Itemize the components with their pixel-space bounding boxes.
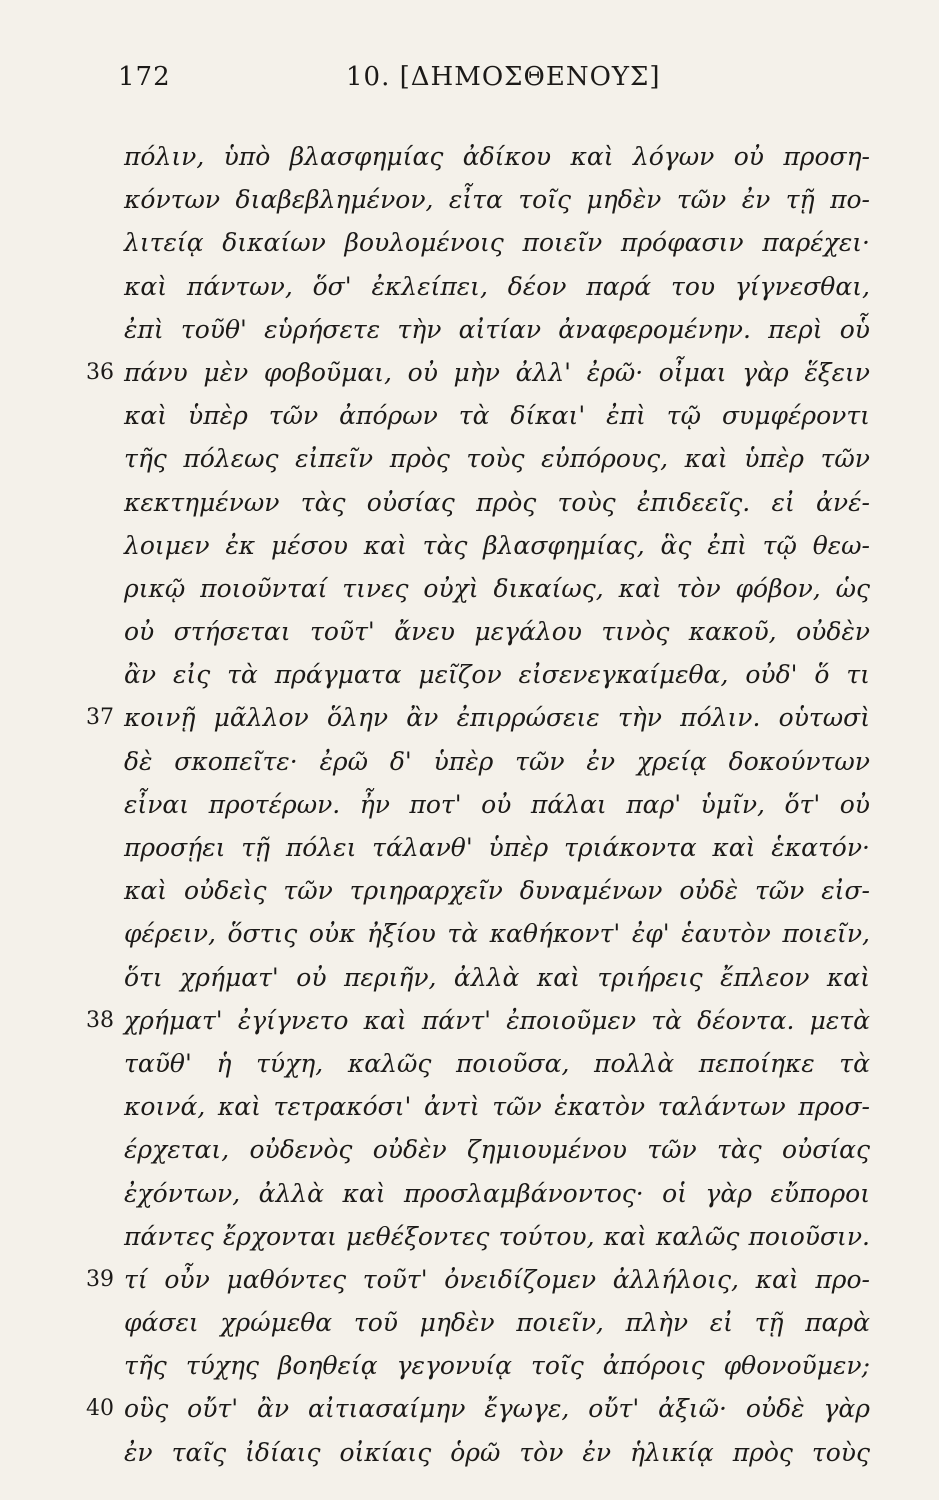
text-line	[0, 178, 939, 221]
text-line	[0, 1344, 939, 1387]
line-text: τῆς τύχης βοηθείᾳ γεγονυίᾳ τοῖς ἀπόροις φθονοῦμεν;	[124, 1351, 870, 1381]
text-line	[0, 1431, 939, 1474]
line-text: πάνυ μὲν φοβοῦμαι, οὐ μὴν ἀλλ' ἐρῶ· οἶμαι γὰρ ἕξειν	[124, 357, 870, 387]
line-text: καὶ οὐδεὶς τῶν τριηραρχεῖν δυναμένων οὐδὲ τῶν εἰσ-	[124, 876, 870, 906]
line-text: κοινῇ μᾶλλον ὅλην ἂν ἐπιρρώσειε τὴν πόλιν. οὑτωσὶ	[124, 703, 870, 733]
line-text: δὲ σκοπεῖτε· ἐρῶ δ' ὑπὲρ τῶν ἐν χρείᾳ δοκούντων	[124, 746, 870, 776]
text-line	[0, 437, 939, 480]
line-text: κοινά, καὶ τετρακόσι' ἀντὶ τῶν ἑκατὸν ταλάντων προσ-	[124, 1092, 870, 1122]
text-line	[0, 610, 939, 653]
line-text: πάντες ἔρχονται μεθέξοντες τούτου, καὶ καλῶς ποιοῦσιν.	[124, 1221, 870, 1251]
line-text: κεκτημένων τὰς οὐσίας πρὸς τοὺς ἐπιδεεῖς. εἰ ἀνέ-	[124, 487, 870, 517]
section-number: 40	[86, 1396, 114, 1422]
text-line	[0, 394, 939, 437]
text-line	[0, 1042, 939, 1085]
text-line	[0, 826, 939, 869]
text-line	[0, 524, 939, 567]
line-text: τί οὖν μαθόντες τοῦτ' ὀνειδίζομεν ἀλλήλοις, καὶ προ-	[124, 1264, 870, 1294]
text-line	[0, 265, 939, 308]
text-line	[0, 1128, 939, 1171]
line-text: φέρειν, ὅστις οὐκ ἠξίου τὰ καθήκοντ' ἐφ' ἑαυτὸν ποιεῖν,	[124, 919, 870, 949]
text-line	[0, 653, 939, 696]
line-text: ρικῷ ποιοῦνταί τινες οὐχὶ δικαίως, καὶ τὸν φόβον, ὡς	[124, 573, 870, 603]
text-line	[0, 696, 939, 739]
line-text: ταῦθ' ἡ τύχη, καλῶς ποιοῦσα, πολλὰ πεποίηκε τὰ	[124, 1048, 870, 1078]
line-text: πόλιν, ὑπὸ βλασφημίας ἀδίκου καὶ λόγων οὐ προση-	[124, 142, 870, 171]
line-text: οὓς οὔτ' ἂν αἰτιασαίμην ἔγωγε, οὔτ' ἀξιῶ· οὐδὲ γὰρ	[124, 1394, 870, 1424]
line-text: οὐ στήσεται τοῦτ' ἄνευ μεγάλου τινὸς κακοῦ, οὐδὲν	[124, 617, 870, 647]
text-line	[0, 567, 939, 610]
text-line	[0, 1258, 939, 1301]
text-line	[0, 912, 939, 955]
text-line	[0, 956, 939, 999]
text-line	[0, 308, 939, 351]
greek-text-block	[0, 135, 939, 1474]
text-line	[0, 869, 939, 912]
text-line	[0, 740, 939, 783]
text-line	[0, 135, 939, 178]
line-text: ἐπὶ τοῦθ' εὑρήσετε τὴν αἰτίαν ἀναφερομένην. περὶ οὗ	[124, 314, 870, 344]
line-text: ἐν ταῖς ἰδίαις οἰκίαις ὁρῶ τὸν ἐν ἡλικίᾳ πρὸς τοὺς	[124, 1437, 870, 1467]
line-text: λιτείᾳ δικαίων βουλομένοις ποιεῖν πρόφασιν παρέχει·	[124, 228, 870, 258]
text-line	[0, 1172, 939, 1215]
text-line	[0, 1301, 939, 1344]
section-number: 38	[86, 1007, 114, 1033]
text-line	[0, 1215, 939, 1258]
text-line	[0, 481, 939, 524]
section-number: 39	[86, 1266, 114, 1292]
line-text: εἶναι προτέρων. ἦν ποτ' οὐ πάλαι παρ' ὑμῖν, ὅτ' οὐ	[124, 789, 870, 819]
line-text: ὅτι χρήματ' οὐ περιῆν, ἀλλὰ καὶ τριήρεις ἔπλεον καὶ	[124, 962, 870, 992]
section-number: 36	[86, 359, 114, 385]
line-text: καὶ πάντων, ὅσ' ἐκλείπει, δέον παρά του γίγνεσθαι,	[124, 271, 870, 301]
text-line	[0, 351, 939, 394]
line-text: τῆς πόλεως εἰπεῖν πρὸς τοὺς εὐπόρους, καὶ ὑπὲρ τῶν	[124, 444, 870, 474]
line-text: χρήματ' ἐγίγνετο καὶ πάντ' ἐποιοῦμεν τὰ δέοντα. μετὰ	[124, 1005, 870, 1035]
line-text: φάσει χρώμεθα τοῦ μηδὲν ποιεῖν, πλὴν εἰ τῇ παρὰ	[124, 1308, 870, 1338]
text-line	[0, 221, 939, 264]
line-text: προσῄει τῇ πόλει τάλανθ' ὑπὲρ τριάκοντα καὶ ἑκατόν·	[124, 833, 870, 862]
text-line	[0, 999, 939, 1042]
line-text: κόντων διαβεβλημένον, εἶτα τοῖς μηδὲν τῶν ἐν τῇ πο-	[124, 185, 870, 215]
running-head: 10. [ΔΗΜΟΣΘΕΝΟΥΣ]	[346, 62, 661, 92]
line-text: καὶ ὑπὲρ τῶν ἀπόρων τὰ δίκαι' ἐπὶ τῷ συμφέροντι	[124, 401, 870, 431]
line-text: λοιμεν ἐκ μέσου καὶ τὰς βλασφημίας, ἃς ἐπὶ τῷ θεω-	[124, 530, 870, 560]
text-line	[0, 783, 939, 826]
text-line	[0, 1085, 939, 1128]
page-number: 172	[118, 62, 171, 92]
section-number: 37	[86, 705, 114, 731]
line-text: έρχεται, οὐδενὸς οὐδὲν ζημιουμένου τῶν τὰς οὐσίας	[124, 1135, 870, 1165]
line-text: ἐχόντων, ἀλλὰ καὶ προσλαμβάνοντος· οἱ γὰρ εὔποροι	[124, 1178, 870, 1208]
page-header	[118, 62, 878, 102]
line-text: ἂν εἰς τὰ πράγματα μεῖζον εἰσενεγκαίμεθα, οὐδ' ὅ τι	[124, 660, 870, 690]
text-line	[0, 1387, 939, 1430]
